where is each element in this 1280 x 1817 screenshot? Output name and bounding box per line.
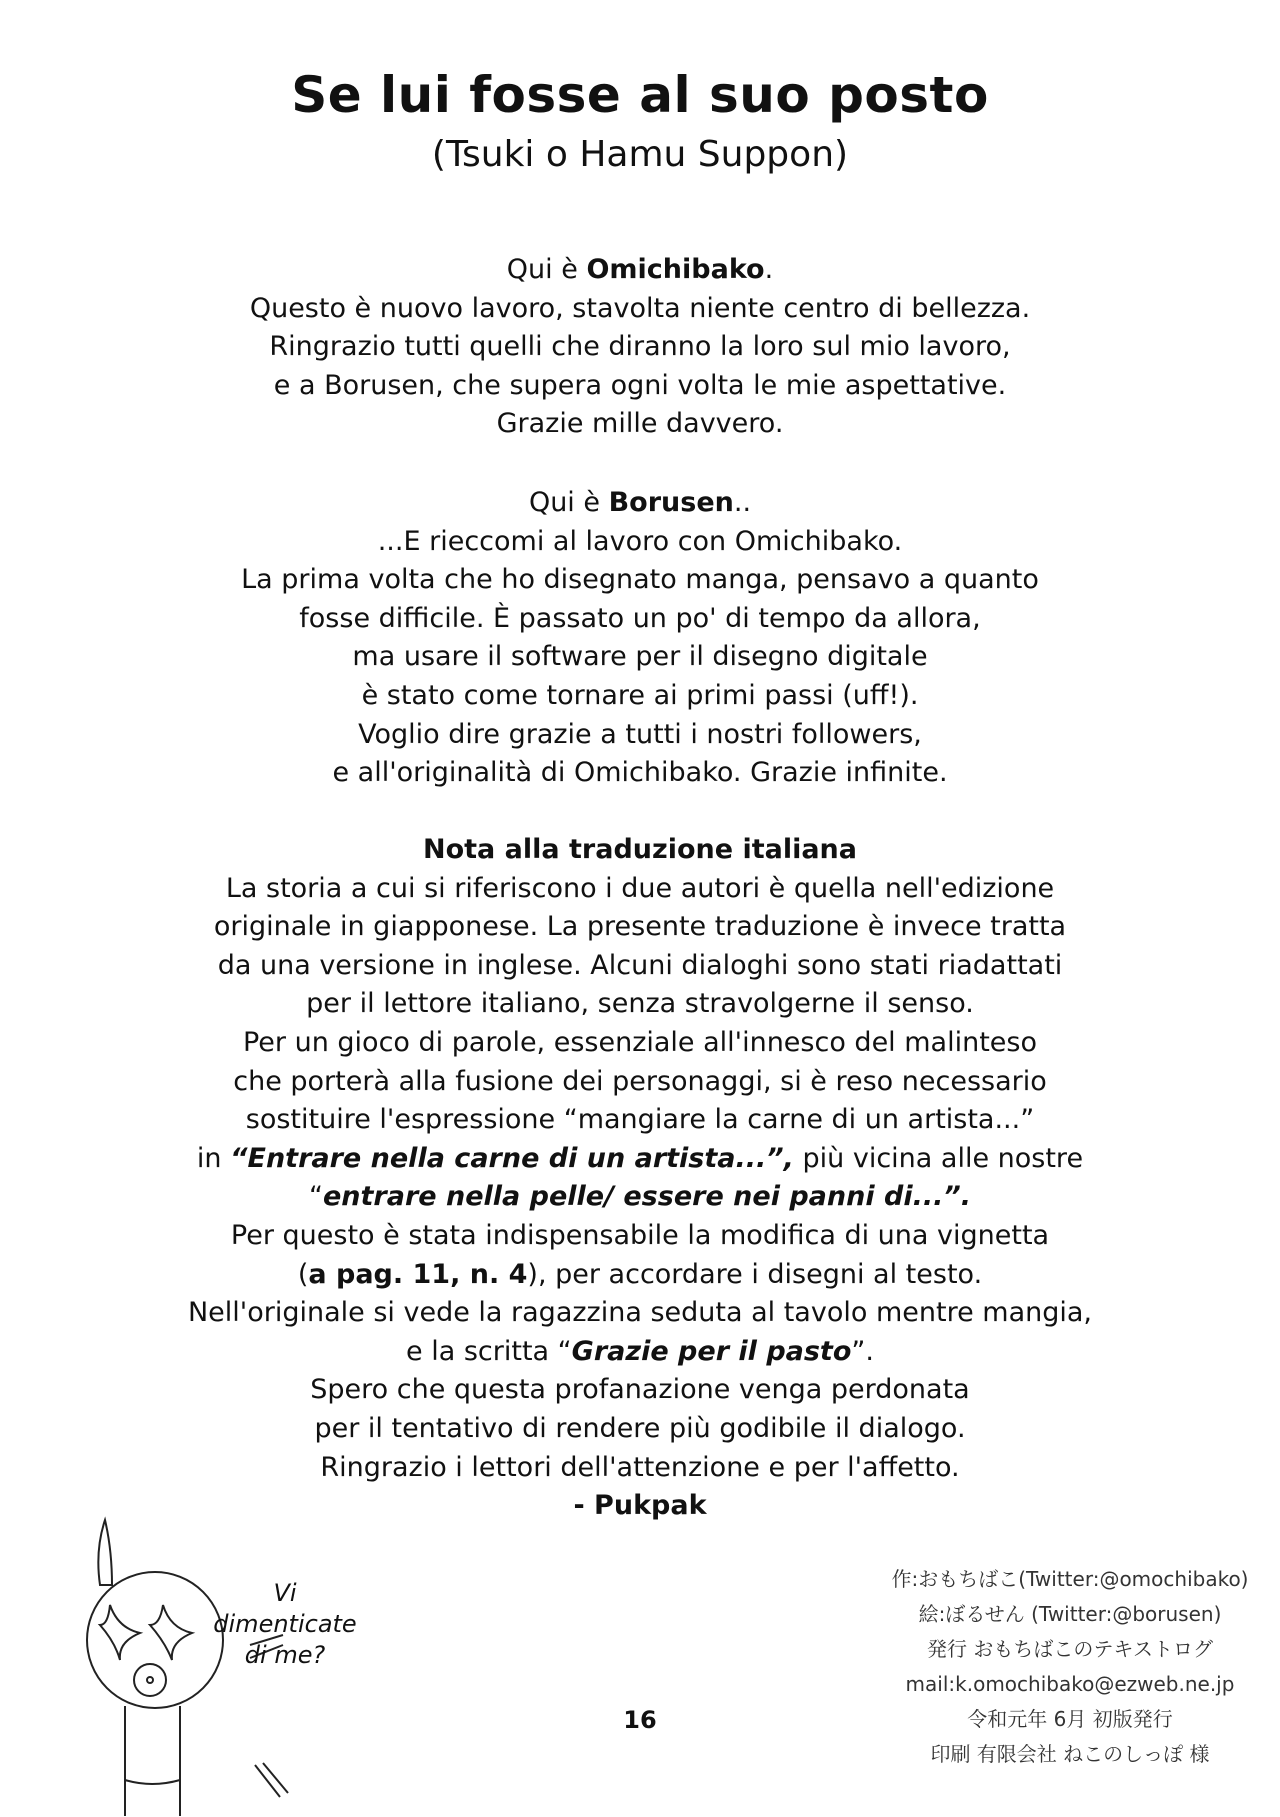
text-segment: Grazie mille davvero.: [496, 408, 784, 440]
text-line: [0, 484, 1280, 523]
emphasis-text: Grazie per il pasto: [571, 1335, 852, 1367]
text-line: [0, 600, 1280, 639]
text-line: [0, 677, 1280, 716]
emphasis-text: entrare nella pelle/ essere nei panni di...”.: [322, 1181, 971, 1213]
emphasis-text: - Pukpak: [573, 1490, 707, 1522]
text-line: [0, 561, 1280, 600]
credit-publisher: 発行 おもちばこのテキストログ: [927, 1637, 1213, 1661]
text-segment: Qui è: [506, 254, 587, 285]
omichibako-note: [0, 251, 1280, 444]
emphasis-text: Nota alla traduzione italiana: [422, 834, 858, 865]
text-segment: Voglio dire grazie a tutti i nostri followers,: [358, 718, 922, 750]
text-line: [0, 908, 1280, 947]
emphasis-text: Borusen: [608, 487, 734, 518]
page-subtitle: (Tsuki o Hamu Suppon): [431, 134, 849, 175]
text-segment: Ringrazio i lettori dell'attenzione e per l'affetto.: [320, 1451, 960, 1483]
text-segment: in: [196, 1142, 231, 1174]
text-segment: originale in giapponese. La presente traduzione è invece tratta: [213, 911, 1067, 943]
speech-line: di me?: [244, 1641, 326, 1669]
speech-bubble-text: [190, 1578, 380, 1671]
text-line: [0, 1024, 1280, 1063]
text-line: [0, 870, 1280, 909]
text-segment: ”.: [851, 1335, 874, 1367]
text-line: [0, 754, 1280, 793]
credit-printer: 印刷 有限会社 ねこのしっぽ 様: [930, 1742, 1210, 1766]
text-line: [0, 1217, 1280, 1256]
text-segment: Questo è nuovo lavoro, stavolta niente centro di bellezza.: [249, 292, 1031, 324]
text-segment: per il lettore italiano, senza stravolgerne il senso.: [306, 988, 974, 1020]
text-segment: e la scritta “: [406, 1335, 572, 1367]
borusen-note: [0, 484, 1280, 793]
credit-artist: 絵:ぼるせん (Twitter:@borusen): [918, 1602, 1222, 1626]
text-segment: Per questo è stata indispensabile la modifica di una vignetta: [230, 1219, 1050, 1251]
text-line: [0, 328, 1280, 367]
text-segment: che porterà alla fusione dei personaggi, si è reso necessario: [233, 1065, 1047, 1097]
credit-author: 作:おもちばこ(Twitter:@omochibako): [891, 1567, 1249, 1591]
text-line: [0, 367, 1280, 406]
text-segment: .: [764, 254, 774, 285]
text-line: [0, 1140, 1280, 1179]
text-line: [0, 523, 1280, 562]
text-segment: per il tentativo di rendere più godibile il dialogo.: [314, 1412, 966, 1444]
text-segment: fosse difficile. È passato un po' di tempo da allora,: [299, 602, 981, 634]
text-segment: Nell'originale si vede la ragazzina seduta al tavolo mentre mangia,: [187, 1297, 1092, 1329]
text-line: [0, 1256, 1280, 1295]
text-line: [0, 1371, 1280, 1410]
credit-mail: mail:k.omochibako@ezweb.ne.jp: [905, 1672, 1235, 1696]
text-segment: Per un gioco di parole, essenziale all'innesco del malinteso: [242, 1026, 1038, 1058]
text-line: [0, 1410, 1280, 1449]
text-line: [0, 1101, 1280, 1140]
text-line: [0, 947, 1280, 986]
text-segment: più vicina alle nostre: [793, 1142, 1084, 1174]
text-segment: ..: [733, 487, 752, 518]
text-line: [0, 290, 1280, 329]
translation-note: [0, 831, 1280, 1526]
speech-line: dimenticate: [213, 1610, 357, 1638]
text-line: [0, 405, 1280, 444]
emphasis-text: “Entrare nella carne di un artista...”,: [230, 1142, 794, 1174]
text-line: [0, 1063, 1280, 1102]
text-segment: “: [308, 1181, 323, 1213]
text-segment: ...E rieccomi al lavoro con Omichibako.: [377, 525, 903, 557]
page-number: 16: [623, 1706, 657, 1734]
text-segment: da una versione in inglese. Alcuni dialoghi sono stati riadattati: [217, 949, 1063, 981]
text-segment: Ringrazio tutti quelli che diranno la loro sul mio lavoro,: [269, 331, 1011, 363]
text-segment: ma usare il software per il disegno digitale: [352, 641, 928, 673]
emphasis-text: Omichibako: [586, 254, 765, 285]
text-segment: (: [297, 1258, 309, 1290]
text-line: [0, 251, 1280, 290]
text-segment: sostituire l'espressione “mangiare la carne di un artista...”: [245, 1104, 1035, 1136]
text-segment: ), per accordare i disegni al testo.: [527, 1258, 983, 1290]
emphasis-text: a pag. 11, n. 4: [308, 1258, 528, 1290]
text-segment: e all'originalità di Omichibako. Grazie infinite.: [332, 757, 948, 789]
text-line: [0, 831, 1280, 870]
text-line: [0, 1178, 1280, 1217]
speech-line: Vi: [273, 1579, 297, 1607]
text-line: [0, 1333, 1280, 1372]
text-segment: Qui è: [528, 487, 609, 518]
text-segment: e a Borusen, che supera ogni volta le mie aspettative.: [273, 369, 1007, 401]
credit-edition: 令和元年 6月 初版発行: [967, 1707, 1173, 1731]
text-segment: La storia a cui si riferiscono i due autori è quella nell'edizione: [225, 872, 1055, 904]
text-segment: Spero che questa profanazione venga perdonata: [310, 1374, 970, 1406]
text-segment: è stato come tornare ai primi passi (uff!).: [361, 679, 919, 711]
text-line: [0, 638, 1280, 677]
text-line: [0, 716, 1280, 755]
text-line: [0, 985, 1280, 1024]
text-line: [0, 1294, 1280, 1333]
page-title: Se lui fosse al suo posto: [291, 66, 989, 124]
text-segment: La prima volta che ho disegnato manga, pensavo a quanto: [241, 564, 1039, 596]
colophon: [860, 1562, 1280, 1772]
